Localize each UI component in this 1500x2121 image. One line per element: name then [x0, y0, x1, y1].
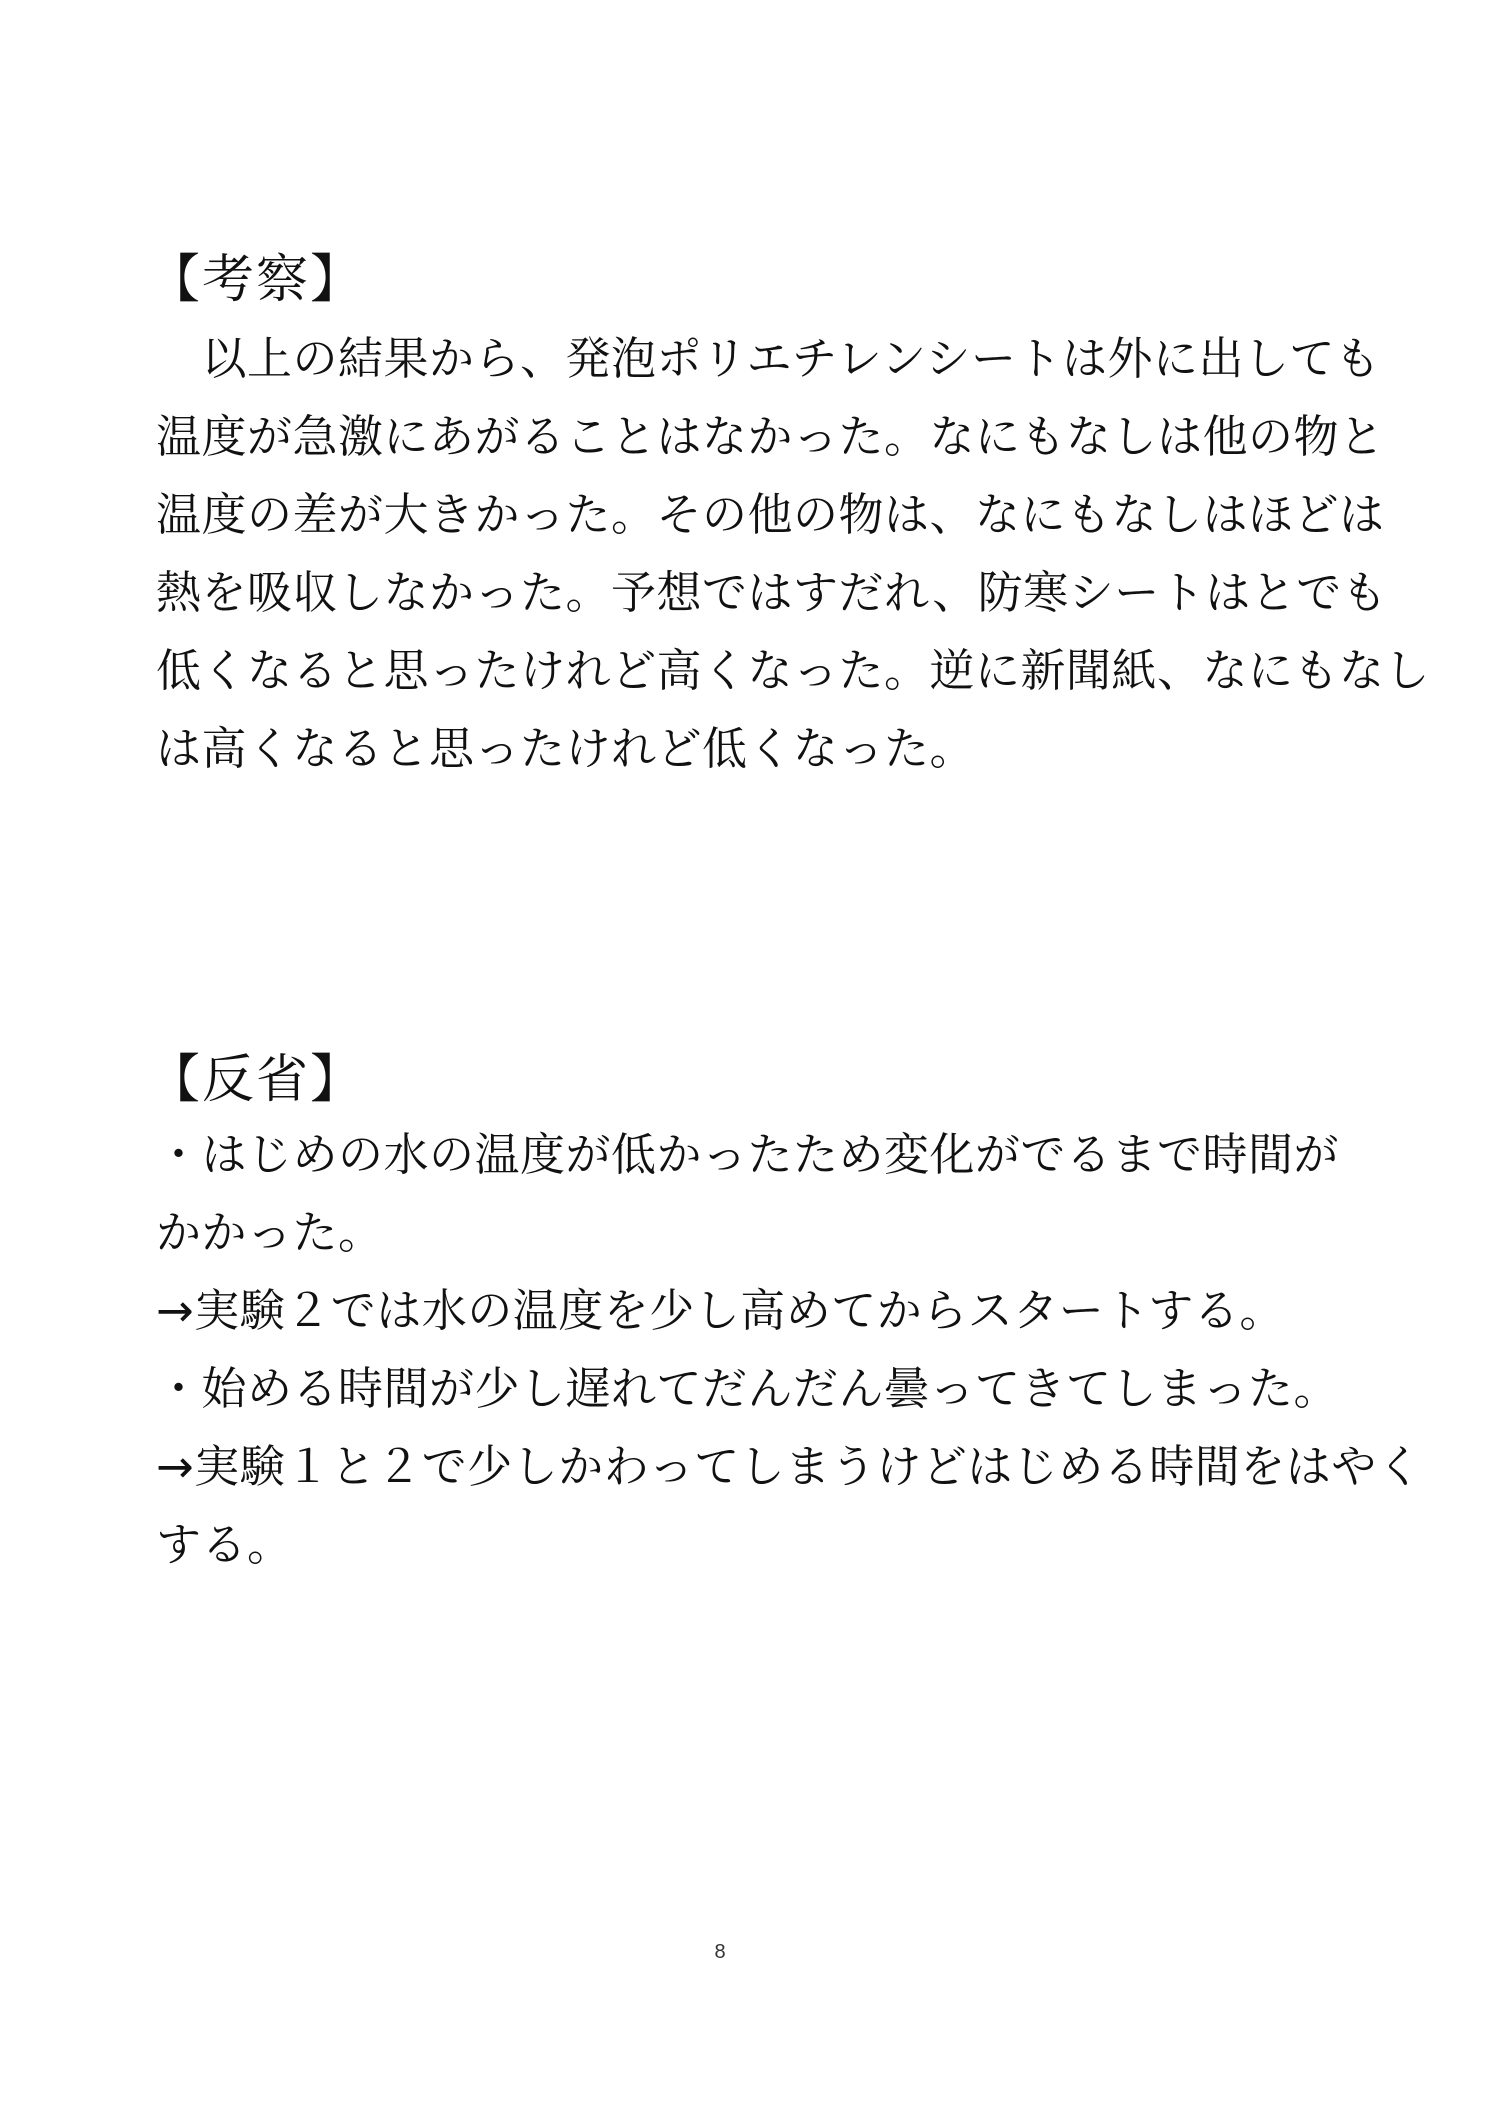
- kousatsu-line-1: 以上の結果から、発泡ポリエチレンシートは外に出しても: [156, 332, 1381, 385]
- hansei-line-6: する。: [156, 1518, 293, 1571]
- kousatsu-line-6: は高くなると思ったけれど低くなった。: [156, 722, 976, 775]
- kousatsu-line-3: 温度の差が大きかった。その他の物は、なにもなしはほどは: [156, 488, 1385, 541]
- hansei-line-2: かかった。: [156, 1206, 384, 1259]
- kousatsu-line-5: 低くなると思ったけれど高くなった。逆に新聞紙、なにもなし: [156, 644, 1431, 697]
- kousatsu-line-4: 熱を吸収しなかった。予想ではすだれ、防寒シートはとでも: [156, 566, 1388, 619]
- hansei-line-1: ・はじめの水の温度が低かったため変化がでるまで時間が: [156, 1128, 1340, 1181]
- section-heading-kousatsu: 【考察】: [148, 250, 365, 310]
- page-number: 8: [714, 1941, 726, 1963]
- hansei-line-4: ・始める時間が少し遅れてだんだん曇ってきてしまった。: [156, 1362, 1340, 1415]
- section-heading-hansei: 【反省】: [148, 1050, 365, 1110]
- kousatsu-line-2: 温度が急激にあがることはなかった。なにもなしは他の物と: [156, 410, 1385, 463]
- hansei-line-5: →実験１と２で少しかわってしまうけどはじめる時間をはやく: [156, 1440, 1423, 1493]
- hansei-line-3: →実験２では水の温度を少し高めてからスタートする。: [156, 1284, 1285, 1337]
